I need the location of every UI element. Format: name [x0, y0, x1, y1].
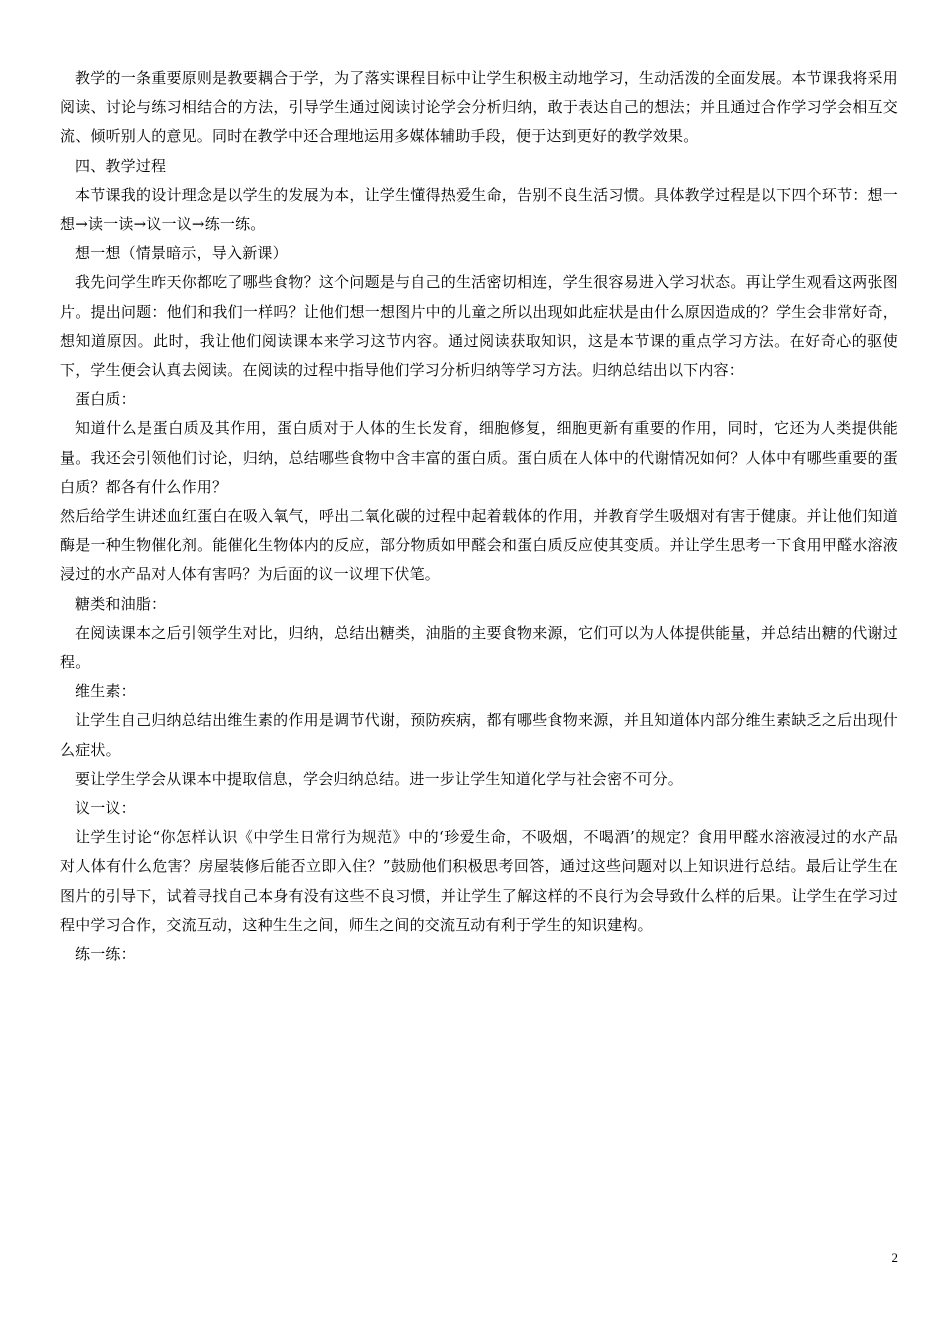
- subheading-think: 想一想（情景暗示，导入新课）: [75, 244, 288, 263]
- paragraph-think-content: 我先问学生昨天你都吃了哪些食物？这个问题是与自己的生活密切相连，学生很容易进入学习状态。再让学生观看这两张图片。提出问题：他们和我们一样吗？让他们想一想图片中的儿童之所以出现如此症状是由什么原因造成的？学生会非常好奇，想知道原因。此时，我让他们阅读课本来学习这节内容。通过阅读获取知识，这是本节课的重点学习方法。在好奇心的驱使下，学生便会认真去阅读。在阅读的过程中指导他们学习分析归纳等学习方法。归纳总结出以下内容：: [60, 273, 898, 380]
- subheading-sugars-fats: 糖类和油脂：: [75, 594, 167, 613]
- paragraph-discuss-content: 让学生讨论“你怎样认识《中学生日常行为规范》中的‘珍爱生命，不吸烟，不喝酒’的规定？食用甲醛水溶液浸过的水产品对人体有什么危害？房屋装修后能否立即入住？”鼓励他们积极思考回答，通过这些问题对以上知识进行总结。最后让学生在图片的引导下，试着寻找自己本身有没有这些不良习惯，并让学生了解这样的不良行为会导致什么样的后果。让学生在学习过程中学习合作，交流互动，这种生生之间，师生之间的交流互动有利于学生的知识建构。: [60, 828, 898, 934]
- paragraph-extract-info: 要让学生学会从课本中提取信息，学会归纳总结。进一步让学生知道化学与社会密不可分。: [75, 769, 684, 788]
- paragraph-hemoglobin: 然后给学生讲述血红蛋白在吸入氧气，呼出二氧化碳的过程中起着载体的作用，并教育学生吸烟对有害于健康。并让他们知道酶是一种生物催化剂。能催化生物体内的反应，部分物质如甲醛会和蛋白质反应使其变质。并让学生思考一下食用甲醛水溶液浸过的水产品对人体有害吗？为后面的议一议埋下伏笔。: [60, 507, 898, 584]
- subheading-discuss: 议一议：: [75, 799, 136, 818]
- document-body: [60, 64, 898, 969]
- subheading-protein: 蛋白质：: [75, 390, 136, 409]
- paragraph-teaching-principle: 教学的一条重要原则是教要耦合于学，为了落实课程目标中让学生积极主动地学习，生动活泼的全面发展。本节课我将采用阅读、讨论与练习相结合的方法，引导学生通过阅读讨论学会分析归纳，敢于表达自己的想法；并且通过合作学习学会相互交流、倾听别人的意见。同时在教学中还合理地运用多媒体辅助手段，便于达到更好的教学效果。: [60, 69, 898, 146]
- paragraph-sugars-fats: 在阅读课本之后引领学生对比，归纳，总结出糖类，油脂的主要食物来源，它们可以为人体提供能量，并总结出糖的代谢过程。: [60, 623, 898, 672]
- subheading-practice: 练一练：: [75, 945, 136, 964]
- paragraph-protein-content: 知道什么是蛋白质及其作用，蛋白质对于人体的生长发育，细胞修复，细胞更新有重要的作用，同时，它还为人类提供能量。我还会引领他们讨论，归纳，总结哪些食物中含丰富的蛋白质。蛋白质在人体中的代谢情况如何？人体中有哪些重要的蛋白质？都各有什么作用？: [60, 419, 898, 496]
- paragraph-design-concept: 本节课我的设计理念是以学生的发展为本，让学生懂得热爱生命，告别不良生活习惯。具体教学过程是以下四个环节：想一想→读一读→议一议→练一练。: [60, 185, 898, 234]
- subheading-vitamins: 维生素：: [75, 682, 136, 701]
- paragraph-vitamins: 让学生自己归纳总结出维生素的作用是调节代谢，预防疾病，都有哪些食物来源，并且知道体内部分维生素缺乏之后出现什么症状。: [60, 711, 898, 759]
- section-heading-teaching-process: 四、教学过程: [75, 156, 167, 175]
- page-number: 2: [891, 1250, 898, 1265]
